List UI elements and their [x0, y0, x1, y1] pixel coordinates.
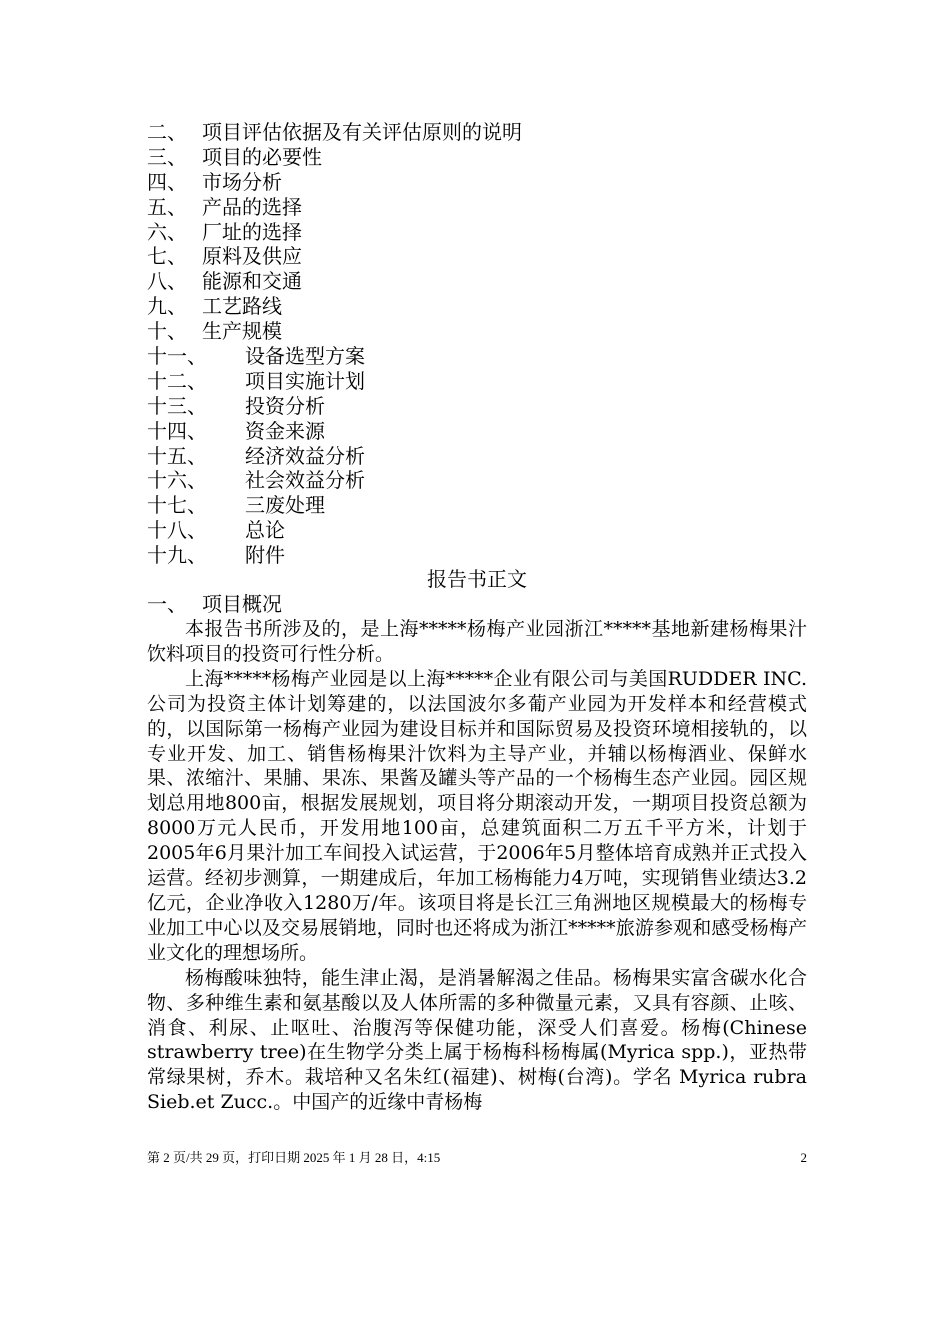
toc-item	[147, 170, 807, 195]
body-text	[147, 617, 807, 1115]
toc-number: 十一、	[147, 344, 207, 369]
toc-number: 十二、	[147, 368, 207, 393]
toc-item	[147, 369, 807, 394]
toc-title: 总论	[245, 518, 285, 543]
toc-title: 经济效益分析	[245, 443, 365, 468]
toc-title: 原料及供应	[202, 244, 302, 269]
toc-number: 十五、	[147, 443, 207, 468]
toc-item	[147, 319, 807, 344]
footer-print-info: 第 2 页/共 29 页，打印日期 2025 年 1 月 28 日，4:15	[147, 1150, 441, 1165]
toc-item	[147, 419, 807, 444]
toc-item	[147, 220, 807, 245]
toc-number: 十七、	[147, 493, 207, 518]
section-heading	[147, 592, 282, 617]
section-number: 一、	[147, 592, 187, 616]
toc-item	[147, 518, 807, 543]
toc-title: 产品的选择	[202, 194, 302, 219]
toc-item	[147, 269, 807, 294]
paragraph: 本报告书所涉及的，是上海*****杨梅产业园浙江*****基地新建杨梅果汁饮料项目的投资可行性分析。	[147, 618, 807, 665]
paragraph: 杨梅酸味独特，能生津止渴，是消暑解渴之佳品。杨梅果实富含碳水化合物、多种维生素和氨基酸以及人体所需的多种微量元素，又具有容颜、止咳、消食、利尿、止呕吐、治腹泻等保健功能，深受人们喜爱。杨梅(Chinese strawberry tree)在生物学分类上属于杨梅科杨梅属(Myrica spp.)，亚热带常绿果树，乔木。栽培种又名朱红(福建)、树梅(台湾)。学名 Myrica rubra Sieb.et Zucc.。中国产的近缘中青杨梅	[147, 966, 807, 1114]
toc-number: 三、	[147, 144, 187, 169]
toc-number: 七、	[147, 244, 187, 269]
toc-number: 四、	[147, 169, 187, 194]
toc-title: 项目评估依据及有关评估原则的说明	[202, 120, 522, 144]
toc-item	[147, 120, 807, 145]
toc-title: 生产规模	[202, 319, 282, 344]
toc-number: 五、	[147, 194, 187, 219]
toc-number: 二、	[147, 120, 187, 144]
toc-title: 投资分析	[245, 393, 325, 418]
toc-title: 能源和交通	[202, 269, 302, 294]
toc-title: 社会效益分析	[245, 468, 365, 493]
toc-item	[147, 294, 807, 319]
toc-number: 十九、	[147, 543, 207, 568]
toc-title: 设备选型方案	[245, 344, 365, 369]
toc-item	[147, 344, 807, 369]
toc-title: 厂址的选择	[202, 219, 302, 244]
toc-title: 三废处理	[245, 493, 325, 518]
toc-number: 十六、	[147, 468, 207, 493]
toc-number: 十四、	[147, 418, 207, 443]
toc-item	[147, 468, 807, 493]
toc-title: 附件	[245, 543, 285, 568]
toc-item	[147, 195, 807, 220]
table-of-contents	[147, 120, 807, 568]
toc-number: 十八、	[147, 518, 207, 543]
toc-number: 八、	[147, 269, 187, 294]
paragraph: 上海*****杨梅产业园是以上海*****企业有限公司与美国RUDDER INC.公司为投资主体计划筹建的，以法国波尔多葡产业园为开发样本和经营模式的，以国际第一杨梅产业园为建设目标并和国际贸易及投资环境相接轨的，以专业开发、加工、销售杨梅果汁饮料为主导产业，并辅以杨梅酒业、保鲜水果、浓缩汁、果脯、果冻、果酱及罐头等产品的一个杨梅生态产业园。园区规划总用地800亩，根据发展规划，项目将分期滚动开发，一期项目投资总额为8000万元人民币，开发用地100亩，总建筑面积二万五千平方米，计划于2005年6月果汁加工车间投入试运营，于2006年5月整体培育成熟并正式投入运营。经初步测算，一期建成后，年加工杨梅能力4万吨，实现销售业绩达3.2亿元，企业净收入1280万/年。该项目将是长江三角洲地区规模最大的杨梅专业加工中心以及交易展销地，同时也还将成为浙江*****旅游参观和感受杨梅产业文化的理想场所。	[147, 667, 807, 964]
toc-item	[147, 493, 807, 518]
toc-title: 市场分析	[202, 169, 282, 194]
report-body-heading: 报告书正文	[427, 567, 527, 591]
toc-title: 工艺路线	[202, 294, 282, 319]
toc-number: 十三、	[147, 393, 207, 418]
toc-title: 项目的必要性	[202, 144, 322, 169]
page-number: 2	[800, 1150, 807, 1165]
toc-title: 项目实施计划	[245, 368, 365, 393]
section-title: 项目概况	[202, 592, 282, 616]
toc-item	[147, 145, 807, 170]
toc-item	[147, 444, 807, 469]
toc-number: 九、	[147, 294, 187, 319]
toc-number: 十、	[147, 319, 187, 344]
toc-item	[147, 543, 807, 568]
toc-item	[147, 394, 807, 419]
toc-item	[147, 244, 807, 269]
toc-number: 六、	[147, 219, 187, 244]
toc-title: 资金来源	[245, 418, 325, 443]
